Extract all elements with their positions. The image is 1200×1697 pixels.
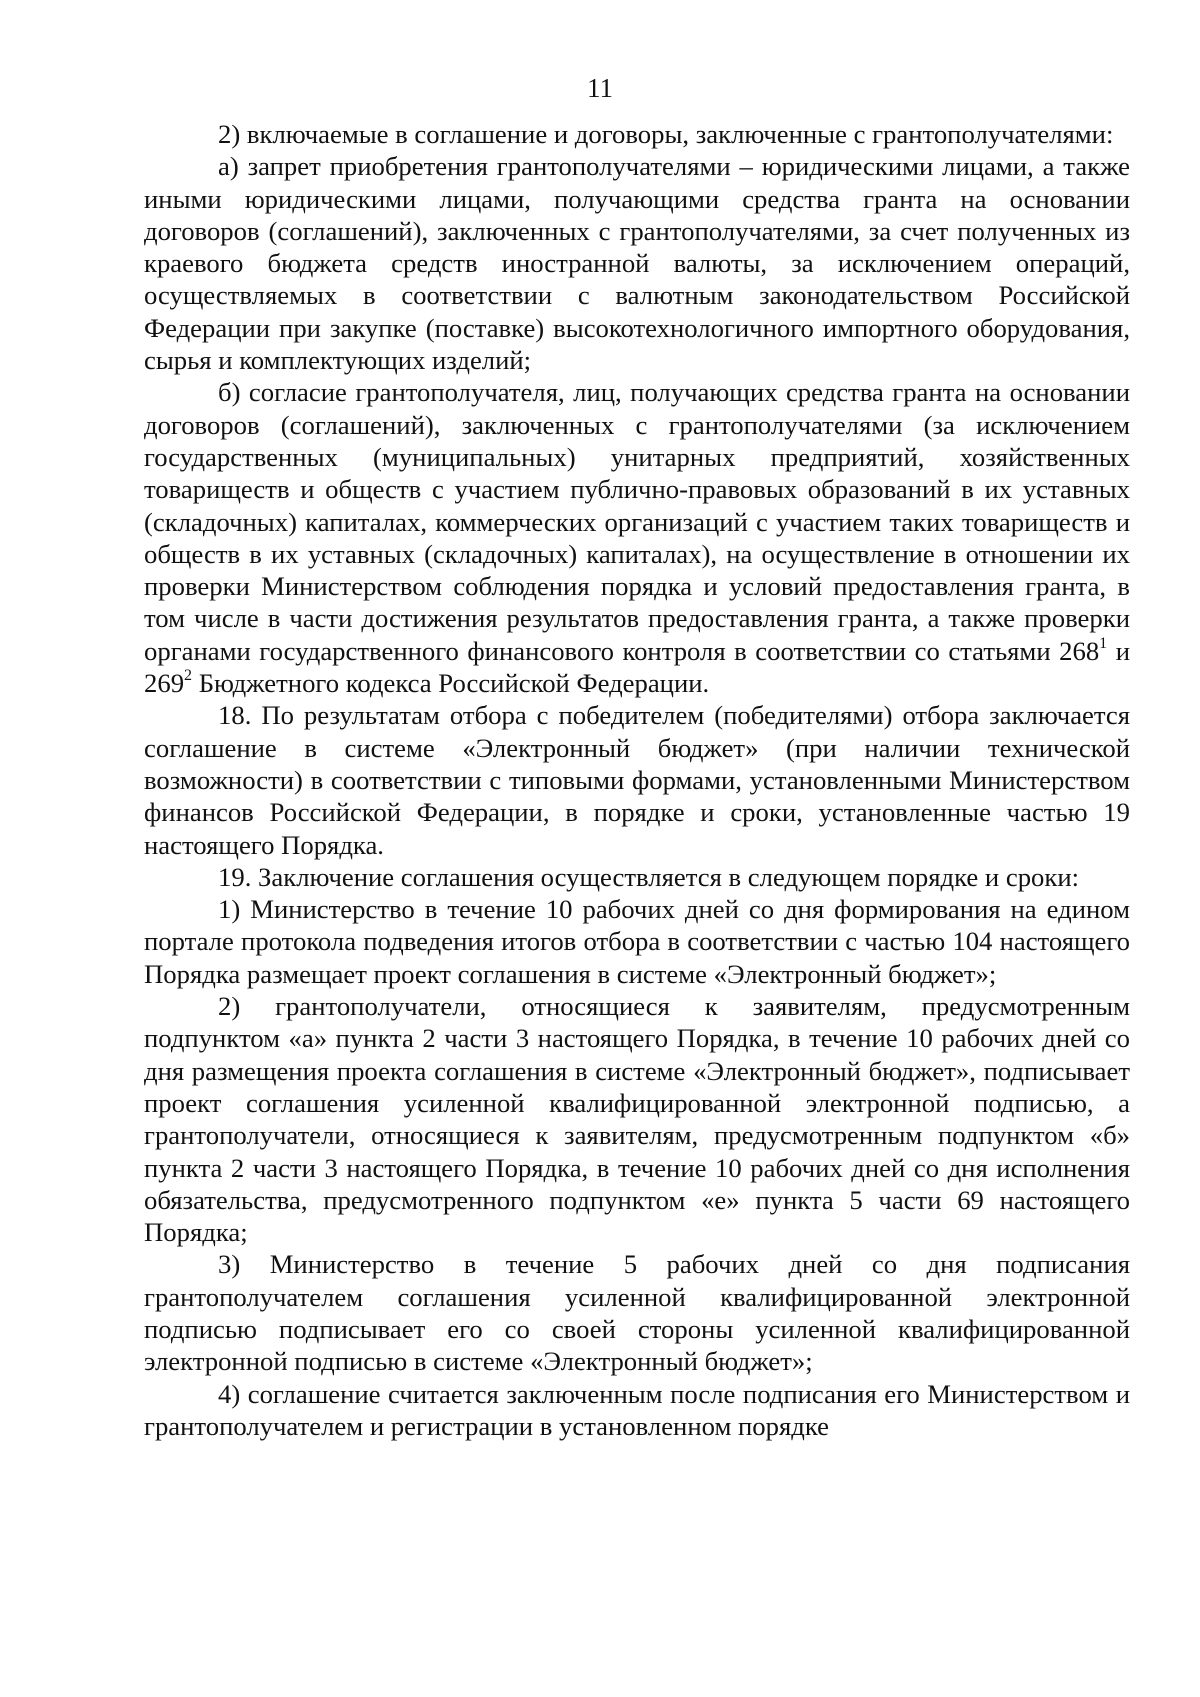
paragraph-b-text-part-1: б) согласие грантополучателя, лиц, получающих средства гранта на основании договоров (соглашений), заключенных с грантополучателями (за исключением государственных (муниципальных) унитарных предприятий, хозяйственных товариществ и обществ с участием публично-правовых образований в их уставных (складочных) капиталах, коммерческих организаций с участием таких товариществ и обществ в их уставных (складочных) капиталах), на осуществление в отношении их проверки Министерством соблюдения порядка и условий предоставления гранта, в том числе в части достижения результатов предоставления гранта, а также проверки органами государственного финансового контроля в соответствии со статьями 268 xyxy=(144,377,1130,666)
superscript-2: 2 xyxy=(184,667,193,685)
paragraph-2-included: 2) включаемые в соглашение и договоры, заключенные с грантополучателями: xyxy=(218,119,1114,149)
paragraph-b-text-part-3: Бюджетного кодекса Российской Федерации. xyxy=(192,668,710,699)
document-body xyxy=(144,118,1130,1442)
paragraph-19-item-4: 4) соглашение считается заключенным после подписания его Министерством и грантополучателем и регистрации в установленном порядке xyxy=(144,1378,1130,1441)
page-number: 11 xyxy=(587,73,613,103)
paragraph-19-item-1: 1) Министерство в течение 10 рабочих дней со дня формирования на едином портале протокола подведения итогов отбора в соответствии с частью 104 настоящего Порядка размещает проект соглашения в системе «Электронный бюджет»; xyxy=(144,894,1130,989)
paragraph-b-text-part-2: и 269 xyxy=(144,635,1130,699)
paragraph-19-item-3: 3) Министерство в течение 5 рабочих дней со дня подписания грантополучателем соглашения усиленной квалифицированной электронной подписью подписывает его со своей стороны усиленной квалифицированной электронной подписью в системе «Электронный бюджет»; xyxy=(144,1249,1130,1377)
paragraph-19-item-2: 2) грантополучатели, относящиеся к заявителям, предусмотренным подпунктом «а» пункта 2 части 3 настоящего Порядка, в течение 10 рабочих дней со дня размещения проекта соглашения в системе «Электронный бюджет», подписывает проект соглашения усиленной квалифицированной электронной подписью, а грантополучатели, относящиеся к заявителям, предусмотренным подпунктом «б» пункта 2 части 3 настоящего Порядка, в течение 10 рабочих дней со дня исполнения обязательства, предусмотренного подпунктом «е» пункта 5 части 69 настоящего Порядка; xyxy=(144,991,1130,1248)
paragraph-a-prohibition: а) запрет приобретения грантополучателями – юридическими лицами, а также иными юридическими лицами, получающими средства гранта на основании договоров (соглашений), заключенных с грантополучателями, за счет полученных из краевого бюджета средств иностранной валюты, за исключением операций, осуществляемых в соответствии с валютным законодательством Российской Федерации при закупке (поставке) высокотехнологичного импортного оборудования, сырья и комплектующих изделий; xyxy=(144,151,1130,376)
paragraph-b-consent xyxy=(144,376,1130,699)
paragraph-18: 18. По результатам отбора с победителем (победителями) отбора заключается соглашение в системе «Электронный бюджет» (при наличии технической возможности) в соответствии с типовыми формами, установленными Министерством финансов Российской Федерации, в порядке и сроки, установленные частью 19 настоящего Порядка. xyxy=(144,700,1130,860)
paragraph-19: 19. Заключение соглашения осуществляется в следующем порядке и сроки: xyxy=(218,861,1080,892)
superscript-1: 1 xyxy=(1099,634,1108,652)
